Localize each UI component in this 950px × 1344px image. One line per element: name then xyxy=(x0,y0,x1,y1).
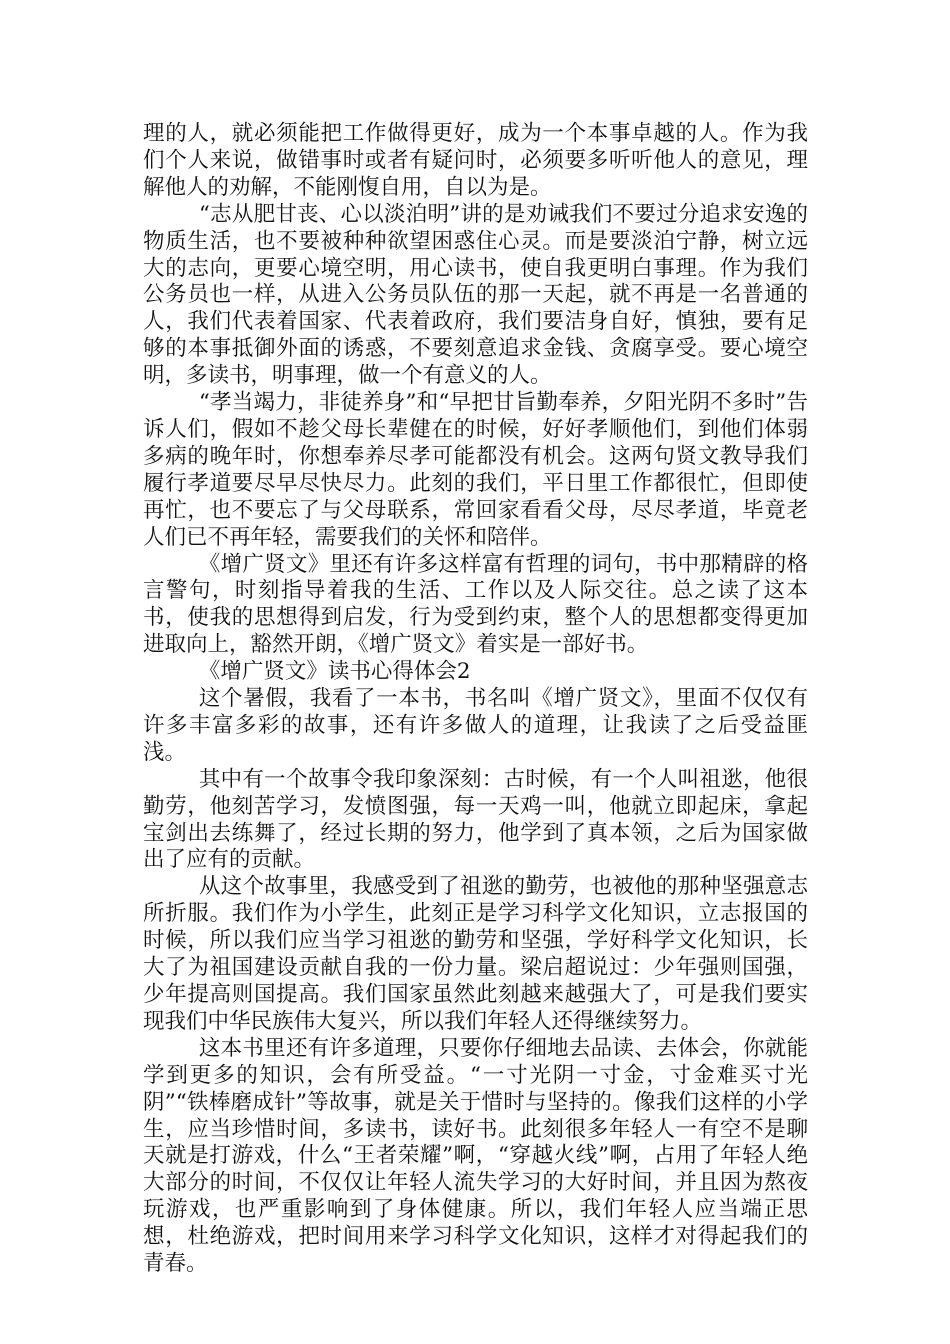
document-page xyxy=(143,121,808,1278)
paragraph: 这个暑假，我看了一本书，书名叫《增广贤文》，里面不仅仅有许多丰富多彩的故事，还有许多做人的道理，让我读了之后受益匪浅。 xyxy=(143,686,808,765)
paragraph: 理的人，就必须能把工作做得更好，成为一个本事卓越的人。作为我们个人来说，做错事时或者有疑问时，必须要多听听他人的意见，理解他人的劝解，不能刚愎自用，自以为是。 xyxy=(143,121,808,200)
paragraph: 从这个故事里，我感受到了祖逖的勤劳，也被他的那种坚强意志所折服。我们作为小学生，此刻正是学习科学文化知识，立志报国的时候，所以我们应当学习祖逖的勤劳和坚强，学好科学文化知识，长大了为祖国建设贡献自我的一份力量。梁启超说过：少年强则国强，少年提高则国提高。我们国家虽然此刻越来越强大了，可是我们要实现我们中华民族伟大复兴，所以我们年轻人还得继续努力。 xyxy=(143,874,808,1034)
paragraph: “孝当竭力，非徒养身”和“早把甘旨勤奉养，夕阳光阴不多时”告诉人们，假如不趁父母长辈健在的时候，好好孝顺他们，到他们体弱多病的晚年时，你想奉养尽孝可能都没有机会。这两句贤文教导我们履行孝道要尽早尽快尽力。此刻的我们，平日里工作都很忙，但即使再忙，也不要忘了与父母联系，常回家看看父母，尽尽孝道，毕竟老人们已不再年轻，需要我们的关怀和陪伴。 xyxy=(143,390,808,550)
paragraph: 这本书里还有许多道理，只要你仔细地去品读、去体会，你就能学到更多的知识，会有所受益。“一寸光阴一寸金，寸金难买寸光阴”“铁棒磨成针”等故事，就是关于惜时与坚持的。像我们这样的小学生，应当珍惜时间，多读书，读好书。此刻很多年轻人一有空不是聊天就是打游戏，什么“王者荣耀”啊，“穿越火线”啊，占用了年轻人绝大部分的时间，不仅仅让年轻人流失学习的大好时间，并且因为熬夜玩游戏，也严重影响到了身体健康。所以，我们年轻人应当端正思想，杜绝游戏，把时间用来学习科学文化知识，这样才对得起我们的青春。 xyxy=(143,1035,808,1277)
paragraph: 《增广贤文》里还有许多这样富有哲理的词句，书中那精辟的格言警句，时刻指导着我的生活、工作以及人际交往。总之读了这本书，使我的思想得到启发，行为受到约束，整个人的思想都变得更加进取向上，豁然开朗，《增广贤文》着实是一部好书。 xyxy=(143,551,808,658)
section-heading: 《增广贤文》读书心得体会2 xyxy=(198,659,471,685)
paragraph: 其中有一个故事令我印象深刻：古时候，有一个人叫祖逖，他很勤劳，他刻苦学习，发愤图强，每一天鸡一叫，他就立即起床，拿起宝剑出去练舞了，经过长期的努力，他学到了真本领，之后为国家做出了应有的贡献。 xyxy=(143,766,808,873)
paragraph: “志从肥甘丧、心以淡泊明”讲的是劝诫我们不要过分追求安逸的物质生活，也不要被种种欲望困惑住心灵。而是要淡泊宁静，树立远大的志向，更要心境空明，用心读书，使自我更明白事理。作为我们公务员也一样，从进入公务员队伍的那一天起，就不再是一名普通的人，我们代表着国家、代表着政府，我们要洁身自好，慎独，要有足够的本事抵御外面的诱惑，不要刻意追求金钱、贪腐享受。要心境空明，多读书，明事理，做一个有意义的人。 xyxy=(143,201,808,389)
